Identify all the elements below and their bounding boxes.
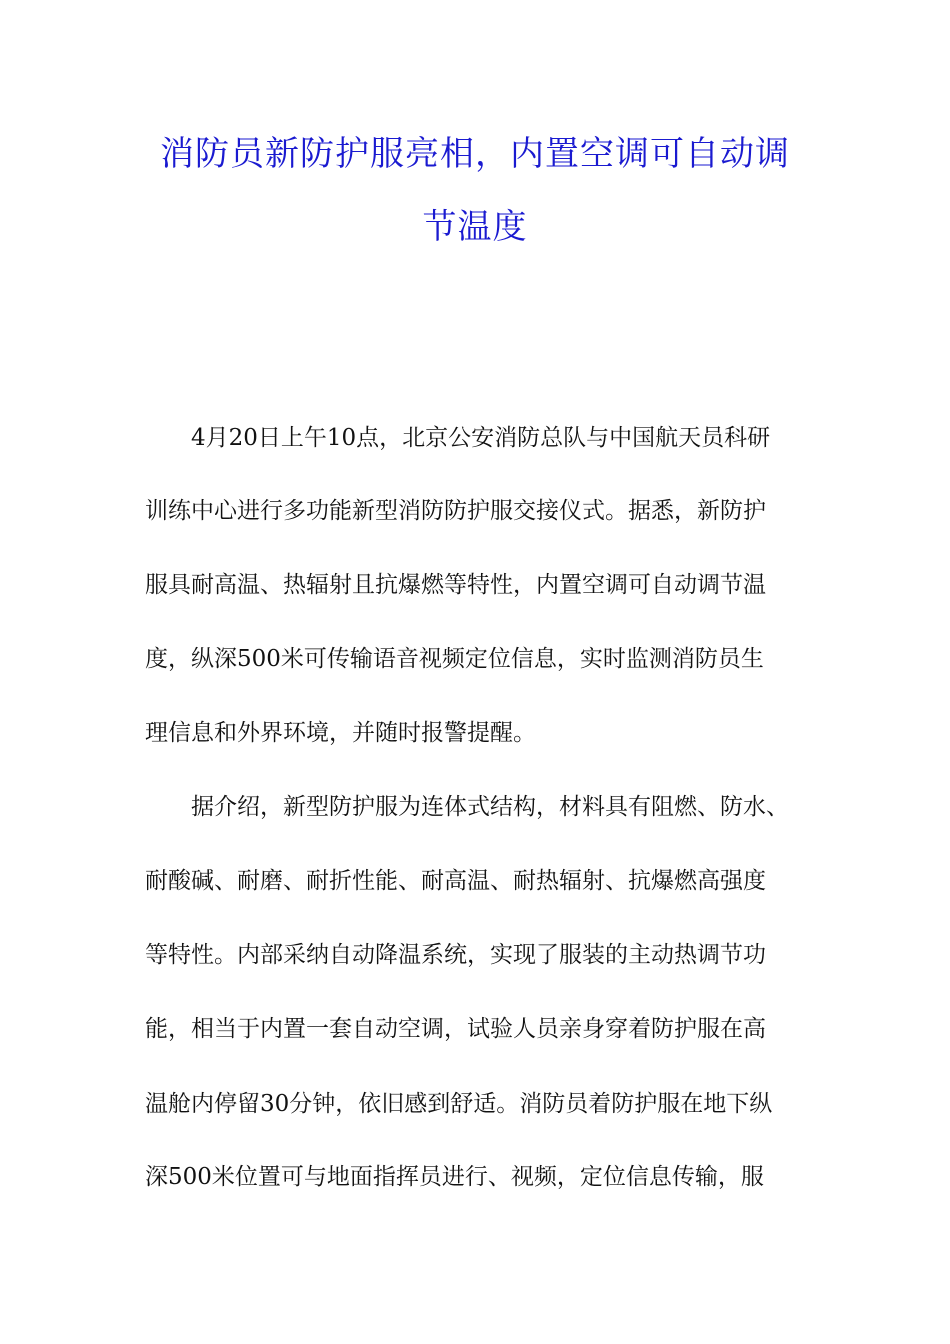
paragraph-2-line-6: 深500米位置可与地面指挥员进行、视频，定位信息传输，服	[145, 1164, 764, 1190]
paragraph-1-line-2: 训练中心进行多功能新型消防防护服交接仪式。据悉，新防护	[145, 498, 766, 524]
paragraph-1-line-4: 度，纵深500米可传输语音视频定位信息，实时监测消防员生	[145, 646, 764, 672]
paragraph-2-line-1: 据介绍，新型防护服为连体式结构，材料具有阻燃、防水、	[191, 794, 789, 820]
paragraph-1-line-3: 服具耐高温、热辐射且抗爆燃等特性，内置空调可自动调节温	[145, 572, 766, 598]
paragraph-2-line-3: 等特性。内部采纳自动降温系统，实现了服装的主动热调节功	[145, 942, 766, 968]
paragraph-1-line-5: 理信息和外界环境，并随时报警提醒。	[145, 720, 536, 746]
document-title-line-2: 节温度	[422, 207, 528, 247]
paragraph-1-line-1: 4月20日上午10点，北京公安消防总队与中国航天员科研	[191, 425, 771, 451]
paragraph-2-line-5: 温舱内停留30分钟，依旧感到舒适。消防员着防护服在地下纵	[145, 1091, 773, 1117]
paragraph-2-line-2: 耐酸碱、耐磨、耐折性能、耐高温、耐热辐射、抗爆燃高强度	[145, 868, 766, 894]
document-title-line-1: 消防员新防护服亮相，内置空调可自动调	[160, 134, 790, 174]
paragraph-2-line-4: 能，相当于内置一套自动空调，试验人员亲身穿着防护服在高	[145, 1016, 766, 1042]
